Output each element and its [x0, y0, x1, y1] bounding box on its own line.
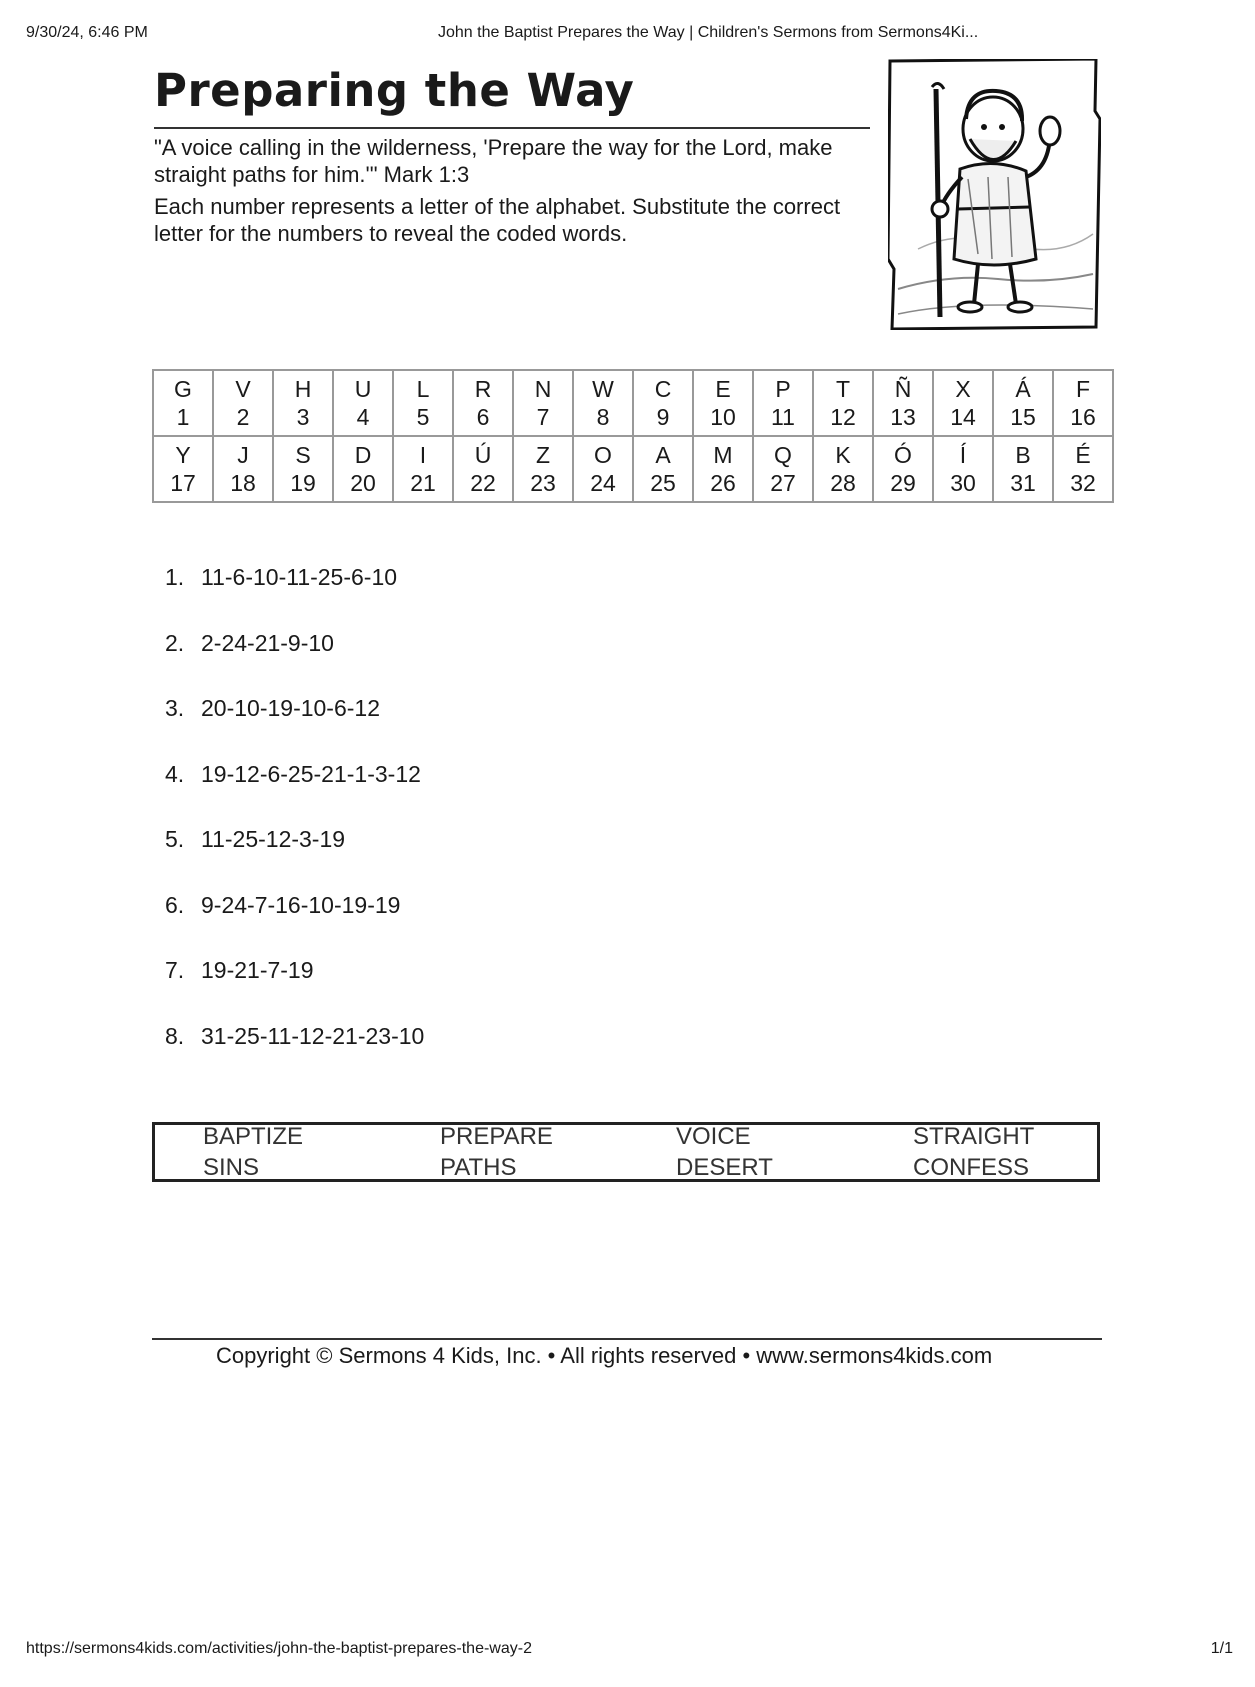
cipher-cell [213, 370, 273, 436]
cipher-number: 22 [470, 470, 496, 496]
cipher-letter: U [354, 376, 372, 402]
word-bank-item: STRAIGHT [913, 1123, 1035, 1150]
print-datetime: 9/30/24, 6:46 PM [26, 24, 148, 41]
cipher-number: 26 [710, 470, 736, 496]
cipher-cell [393, 436, 453, 502]
cipher-cell [573, 370, 633, 436]
question-code: 31-25-11-12-21-23-10 [201, 1022, 425, 1049]
cipher-number: 10 [710, 404, 736, 430]
instructions: Each number represents a letter of the alphabet. Substitute the correct letter for the numbers to reveal the coded words. [154, 194, 841, 246]
cipher-number: 19 [290, 470, 316, 496]
cipher-number: 1 [176, 404, 190, 430]
question-number: 7. [165, 957, 185, 983]
cipher-letter: Á [1015, 376, 1031, 402]
question-item [165, 564, 397, 591]
cipher-number: 21 [410, 470, 436, 496]
cipher-cell [213, 436, 273, 502]
cipher-cell [753, 370, 813, 436]
question-code: 20-10-19-10-6-12 [201, 695, 381, 721]
word-bank-item: PATHS [440, 1154, 517, 1181]
question-code: 9-24-7-16-10-19-19 [201, 891, 401, 918]
cipher-letter: R [474, 376, 492, 402]
cipher-letter: Ñ [894, 376, 912, 402]
cipher-number: 11 [771, 404, 795, 430]
cipher-number: 20 [350, 470, 376, 496]
cipher-number: 27 [770, 470, 796, 496]
cipher-cell [933, 436, 993, 502]
cipher-letter: Z [535, 442, 551, 468]
question-code: 11-25-12-3-19 [201, 826, 346, 852]
question-number: 4. [165, 760, 185, 787]
cipher-number: 31 [1010, 470, 1036, 496]
question-item [165, 1023, 424, 1050]
scripture-verse: "A voice calling in the wilderness, 'Prepare the way for the Lord, make straight paths for him.'" Mark 1:3 [154, 135, 833, 187]
cipher-cell [813, 370, 873, 436]
cipher-letter: C [654, 376, 672, 402]
cipher-cell [153, 436, 213, 502]
cipher-cell [273, 370, 333, 436]
cipher-letter: Ú [474, 442, 492, 468]
cipher-number: 3 [296, 404, 310, 430]
question-item [165, 826, 345, 853]
cipher-letter: W [592, 376, 614, 402]
cipher-letter: J [237, 442, 249, 468]
cipher-letter: N [534, 376, 552, 402]
cipher-cell [453, 436, 513, 502]
cipher-cell [273, 436, 333, 502]
worksheet-title: Preparing the Way [154, 64, 635, 117]
question-item [165, 695, 380, 722]
cipher-number: 28 [830, 470, 856, 496]
cipher-letter: G [174, 376, 192, 402]
word-bank-item: DESERT [676, 1154, 773, 1181]
cipher-letter: É [1075, 442, 1091, 468]
question-item [165, 892, 400, 919]
cipher-letter: B [1015, 442, 1031, 468]
question-number: 5. [165, 826, 185, 852]
cipher-cell [513, 370, 573, 436]
cipher-cell [693, 436, 753, 502]
question-item [165, 957, 314, 984]
cipher-number: 15 [1010, 404, 1036, 430]
cipher-cell [873, 436, 933, 502]
cipher-cell [153, 370, 213, 436]
cipher-cell [393, 370, 453, 436]
cipher-letter: M [713, 442, 733, 468]
word-bank-item: SINS [203, 1154, 260, 1181]
cipher-number: 24 [590, 470, 616, 496]
cipher-letter: Ó [894, 442, 912, 468]
cipher-cell [933, 370, 993, 436]
word-bank-item: CONFESS [913, 1154, 1030, 1181]
title-divider [154, 127, 870, 129]
cipher-number: 4 [356, 404, 370, 430]
cipher-cell [333, 370, 393, 436]
copyright-notice: Copyright © Sermons 4 Kids, Inc. • All rights reserved • www.sermons4kids.com [216, 1343, 993, 1368]
cipher-number: 5 [416, 404, 430, 430]
question-number: 1. [165, 564, 185, 590]
cipher-number: 6 [476, 404, 490, 430]
cipher-letter: K [835, 442, 851, 468]
cipher-row [153, 370, 1113, 436]
cipher-number: 32 [1070, 470, 1096, 496]
cipher-number: 7 [536, 404, 550, 430]
cipher-number: 13 [890, 404, 916, 430]
cipher-row [153, 436, 1113, 502]
cipher-cell [333, 436, 393, 502]
cipher-number: 8 [596, 404, 610, 430]
cipher-cell [993, 370, 1053, 436]
cipher-cell [573, 436, 633, 502]
cipher-cell [633, 370, 693, 436]
question-number: 3. [165, 695, 185, 721]
cipher-letter: A [655, 442, 671, 468]
question-code: 19-12-6-25-21-1-3-12 [201, 760, 421, 787]
cipher-letter: F [1075, 376, 1091, 402]
cipher-cell [513, 436, 573, 502]
question-code: 19-21-7-19 [201, 957, 314, 983]
cipher-letter: H [294, 376, 312, 402]
cipher-cell [693, 370, 753, 436]
cipher-cell [813, 436, 873, 502]
cipher-cell [453, 370, 513, 436]
cipher-letter: Í [959, 442, 967, 468]
cipher-letter: S [295, 442, 311, 468]
cipher-number: 12 [830, 404, 856, 430]
cipher-letter: X [955, 376, 971, 402]
word-bank-item: BAPTIZE [203, 1123, 304, 1150]
cipher-number: 23 [530, 470, 556, 496]
cipher-key-table [152, 369, 1114, 503]
question-number: 2. [165, 629, 185, 656]
word-bank-item: VOICE [676, 1123, 751, 1150]
cipher-letter: I [419, 442, 427, 468]
cipher-letter: L [416, 376, 430, 402]
cipher-number: 2 [236, 404, 250, 430]
cipher-letter: P [775, 376, 791, 402]
cipher-number: 18 [230, 470, 256, 496]
cipher-letter: Q [774, 442, 792, 468]
question-item [165, 761, 421, 788]
cipher-letter: O [594, 442, 612, 468]
cipher-cell [1053, 436, 1113, 502]
cipher-number: 9 [656, 404, 670, 430]
cipher-cell [993, 436, 1053, 502]
word-bank [152, 1122, 1100, 1182]
question-code: 2-24-21-9-10 [201, 629, 334, 656]
cipher-letter: D [354, 442, 372, 468]
cipher-number: 25 [650, 470, 676, 496]
question-number: 6. [165, 891, 185, 918]
print-page-title: John the Baptist Prepares the Way | Children's Sermons from Sermons4Ki... [438, 24, 979, 41]
question-number: 8. [165, 1022, 185, 1049]
cipher-letter: Y [175, 442, 191, 468]
word-bank-item: PREPARE [440, 1123, 553, 1150]
cipher-number: 16 [1070, 404, 1096, 430]
cipher-number: 14 [950, 404, 976, 430]
copyright-divider [152, 1338, 1102, 1340]
cipher-letter: V [235, 376, 251, 402]
question-item [165, 630, 334, 657]
question-code: 11-6-10-11-25-6-10 [201, 564, 398, 590]
cipher-letter: T [835, 376, 851, 402]
cipher-cell [753, 436, 813, 502]
cipher-number: 30 [950, 470, 976, 496]
cipher-number: 17 [170, 470, 196, 496]
john-the-baptist-illustration [888, 59, 1101, 330]
print-footer-url: https://sermons4kids.com/activities/john-the-baptist-prepares-the-way-2 [26, 1640, 532, 1657]
cipher-cell [633, 436, 693, 502]
cipher-cell [1053, 370, 1113, 436]
cipher-cell [873, 370, 933, 436]
print-page-number: 1/1 [1210, 1640, 1233, 1657]
cipher-number: 29 [890, 470, 916, 496]
cipher-letter: E [715, 376, 731, 402]
